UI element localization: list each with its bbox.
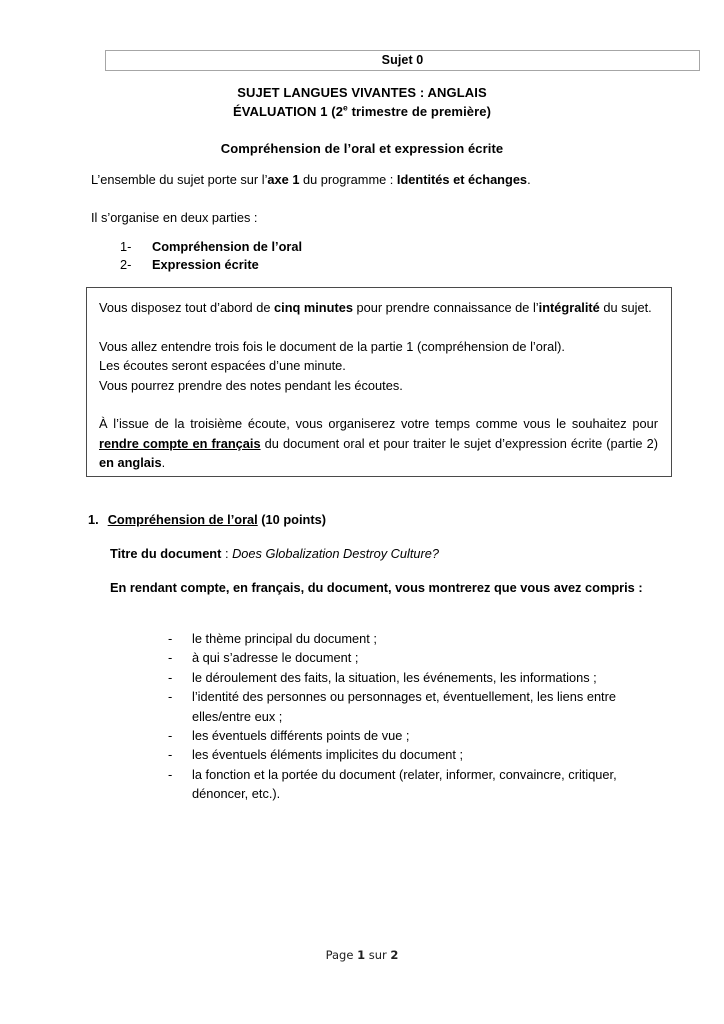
- comprehension-criteria-list: [168, 629, 668, 804]
- paragraph-spacer: [99, 318, 658, 337]
- section-1-heading: [88, 511, 326, 529]
- exam-title-line-1: SUJET LANGUES VIVANTES : ANGLAIS: [237, 85, 487, 100]
- instructions-frame-box: [86, 287, 672, 477]
- instructions-paragraph-after-third-listening: [99, 414, 658, 473]
- intro-axis-text-a: L’ensemble du sujet porte sur l’: [91, 172, 268, 187]
- timing-text-e: du sujet.: [599, 300, 652, 315]
- exam-title-line-2-suffix: trimestre de première): [347, 104, 492, 119]
- footer-current-page: 1: [357, 948, 366, 962]
- instructions-paragraph-timing: [99, 298, 658, 318]
- exam-title-line-2-prefix: ÉVALUATION 1 (2: [232, 104, 344, 119]
- en-anglais-emphasis: en anglais: [99, 455, 162, 470]
- list-item-text: le déroulement des faits, la situation, les événements, les informations ;: [192, 669, 597, 685]
- intro-paragraph-axis: [91, 170, 681, 190]
- list-item-text: l’identité des personnes ou personnages et, éventuellement, les liens entre elles/entre eux ;: [192, 689, 616, 724]
- title-block: [0, 83, 724, 158]
- document-title-label: Titre du document: [110, 546, 222, 561]
- list-item: [168, 629, 668, 648]
- intro-axis-text-c: du programme :: [299, 172, 397, 187]
- list-item-text: la fonction et la portée du document (relater, informer, convaincre, critiquer, dénoncer, etc.).: [192, 766, 617, 802]
- list-item: [168, 648, 668, 667]
- list-item: [168, 765, 668, 804]
- parts-item-label: Compréhension de l’oral: [152, 239, 303, 254]
- parts-item-label: Expression écrite: [152, 257, 259, 272]
- header-banner-box: [105, 50, 700, 71]
- parts-item-number: 1-: [120, 239, 132, 254]
- section-1-instruction: En rendant compte, en français, du document, vous montrerez que vous avez compris :: [110, 580, 643, 595]
- instructions-listening-line-3: Vous pourrez prendre des notes pendant les écoutes.: [99, 377, 403, 393]
- page-footer: [0, 948, 724, 962]
- timing-duration-emphasis: cinq minutes: [274, 300, 353, 315]
- intro-theme-emphasis: Identités et échanges: [396, 172, 528, 187]
- dash-bullet-icon: -: [168, 631, 173, 646]
- parts-list: [91, 238, 591, 274]
- list-item: [168, 668, 668, 687]
- rendre-compte-emphasis: rendre compte en français: [99, 435, 261, 451]
- timing-text-c: pour prendre connaissance de l’: [352, 300, 539, 315]
- dash-bullet-icon: -: [168, 766, 173, 782]
- dash-bullet-icon: -: [168, 689, 173, 705]
- instructions-listening-line-1: Vous allez entendre trois fois le document de la partie 1 (compréhension de l’oral).: [99, 338, 565, 354]
- footer-middle: sur: [365, 948, 391, 962]
- parts-item-number: 2-: [120, 257, 132, 272]
- parts-list-item: [91, 256, 591, 274]
- list-item-text: à qui s’adresse le document ;: [192, 650, 359, 666]
- list-item-text: les éventuels éléments implicites du document ;: [192, 747, 464, 763]
- section-1-title: Compréhension de l’oral: [107, 512, 258, 527]
- document-title-separator: :: [221, 546, 233, 561]
- footer-prefix: Page: [325, 948, 358, 962]
- paragraph-spacer: [99, 395, 658, 414]
- list-item: [168, 726, 668, 745]
- exam-title-line-2: [0, 102, 724, 121]
- dash-bullet-icon: -: [168, 669, 173, 685]
- list-item: [168, 687, 668, 726]
- list-item: [168, 745, 668, 764]
- list-item-text: le thème principal du document ;: [192, 631, 377, 646]
- instructions-listening-line-2: Les écoutes seront espacées d’une minute.: [99, 358, 346, 373]
- document-title-line: [110, 545, 439, 563]
- intro-axis-text-e: .: [527, 172, 531, 187]
- timing-text-a: Vous disposez tout d’abord de: [99, 300, 275, 315]
- header-banner-title: Sujet 0: [381, 53, 424, 68]
- intro-axis-emphasis: axe 1: [267, 172, 300, 187]
- after-listening-text-a: À l’issue de la troisième écoute, vous organiserez votre temps comme vous le souhaitez pour: [99, 416, 658, 431]
- list-item-text: les éventuels différents points de vue ;: [192, 728, 410, 744]
- footer-total-pages: 2: [390, 948, 399, 962]
- section-1-points: (10 points): [257, 512, 326, 527]
- parts-list-item: [91, 238, 591, 256]
- after-listening-text-c: du document oral et pour traiter le sujet d’expression écrite (partie 2): [260, 435, 658, 451]
- exam-subtitle: Compréhension de l’oral et expression écrite: [220, 141, 504, 156]
- timing-integralite-emphasis: intégralité: [538, 300, 600, 315]
- dash-bullet-icon: -: [168, 747, 173, 763]
- intro-paragraphs: [91, 170, 681, 228]
- dash-bullet-icon: -: [168, 650, 173, 666]
- document-title-value: Does Globalization Destroy Culture?: [232, 546, 440, 561]
- section-1-number: 1.: [88, 512, 99, 527]
- after-listening-text-e: .: [161, 455, 166, 470]
- dash-bullet-icon: -: [168, 728, 173, 744]
- intro-paragraph-parts: Il s’organise en deux parties :: [91, 210, 258, 225]
- ordinal-superscript: e: [343, 102, 348, 113]
